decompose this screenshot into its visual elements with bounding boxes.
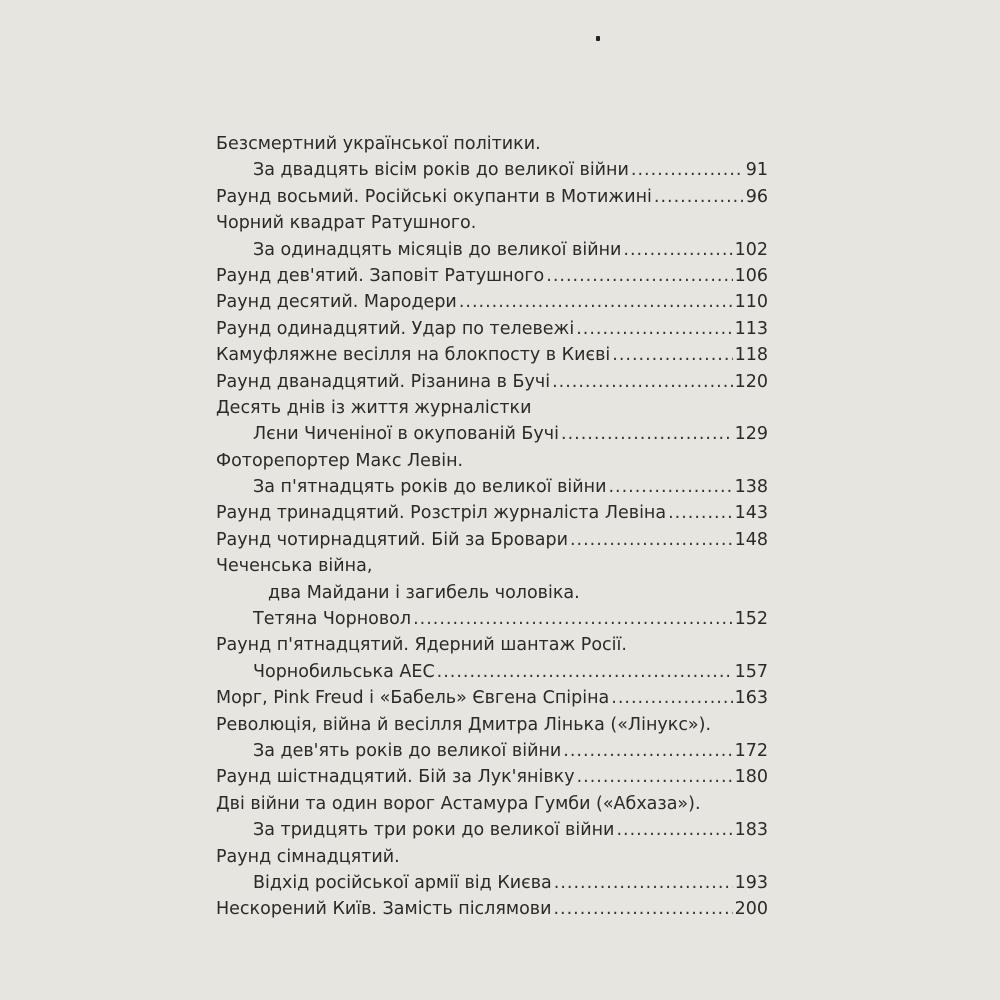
toc-entry — [216, 342, 768, 368]
toc-entry-title: Раунд десятий. Мародери — [216, 292, 457, 313]
toc-entry-title: Раунд шістнадцятий. Бій за Лук'янівку — [216, 767, 575, 788]
toc-page-number: 113 — [734, 318, 768, 339]
toc-leader-dots — [554, 870, 733, 896]
toc-entry — [216, 131, 768, 157]
toc-entry-title: За дев'ять років до великої війни — [253, 740, 562, 761]
toc-page-number: 118 — [734, 345, 768, 366]
toc-leader-dots — [561, 421, 733, 447]
toc-leader-dots — [577, 764, 733, 790]
toc-entry — [216, 553, 768, 579]
toc-entry-title: За тридцять три роки до великої війни — [253, 820, 615, 841]
toc-entry-title: Лєни Чиченіної в окупованій Бучі — [253, 424, 559, 445]
toc-entry-title: Чорнобильська АЕС — [253, 661, 435, 682]
toc-leader-dots — [546, 263, 732, 289]
toc-page-number: 96 — [745, 186, 768, 207]
toc-entry — [216, 369, 768, 395]
toc-entry — [216, 712, 768, 738]
toc-entry — [216, 844, 768, 870]
toc-leader-dots — [616, 817, 732, 843]
toc-leader-dots — [654, 184, 744, 210]
toc-entry — [216, 500, 768, 526]
toc-entry-title: За одинадцять місяців до великої війни — [253, 239, 622, 260]
toc-entry — [216, 448, 768, 474]
toc-entry — [216, 738, 768, 764]
toc-entry-title: Раунд чотирнадцятий. Бій за Бровари — [216, 529, 568, 550]
toc-page-number: 200 — [734, 899, 768, 920]
toc-entry-title: Раунд дванадцятий. Різанина в Бучі — [216, 371, 551, 392]
toc-page-number: 110 — [734, 292, 768, 313]
toc-page-number: 148 — [734, 529, 768, 550]
toc-page-number: 106 — [734, 265, 768, 286]
toc-entry — [216, 263, 768, 289]
toc-page-number: 91 — [745, 160, 768, 181]
page-mark — [596, 36, 600, 41]
toc-entry-title: Чеченська війна, — [216, 556, 373, 577]
toc-entry-title: За двадцять вісім років до великої війни — [253, 160, 629, 181]
toc-entry-title: Відхід російської армії від Києва — [253, 872, 552, 893]
toc-entry — [216, 210, 768, 236]
toc-entry-title: Раунд сімнадцятий. — [216, 846, 400, 867]
toc-entry-title: Камуфляжне весілля на блокпосту в Києві — [216, 345, 611, 366]
toc-leader-dots — [553, 896, 732, 922]
table-of-contents — [216, 131, 768, 923]
toc-leader-dots — [570, 527, 733, 553]
toc-entry-title: Нескорений Київ. Замість післямови — [216, 899, 552, 920]
toc-leader-dots — [623, 237, 732, 263]
toc-page-number: 193 — [734, 872, 768, 893]
toc-page-number: 183 — [734, 820, 768, 841]
toc-entry — [216, 606, 768, 632]
toc-leader-dots — [612, 342, 732, 368]
toc-entry — [216, 685, 768, 711]
toc-leader-dots — [459, 289, 733, 315]
toc-leader-dots — [608, 474, 732, 500]
toc-page-number: 143 — [734, 503, 768, 524]
toc-leader-dots — [668, 500, 732, 526]
toc-entry — [216, 184, 768, 210]
toc-entry-title: Морг, Pink Freud і «Бабель» Євгена Спіріна — [216, 688, 610, 709]
toc-entry — [216, 395, 768, 421]
toc-entry — [216, 474, 768, 500]
toc-entry-title: Дві війни та один ворог Астамура Гумби («Абхаза»). — [216, 793, 701, 814]
toc-entry-title: Раунд одинадцятий. Удар по телевежі — [216, 318, 575, 339]
toc-entry-title: За п'ятнадцять років до великої війни — [253, 477, 607, 498]
toc-entry — [216, 316, 768, 342]
toc-entry-title: Раунд тринадцятий. Розстріл журналіста Левіна — [216, 503, 667, 524]
toc-page-number: 138 — [734, 477, 768, 498]
toc-entry-title: Тетяна Чорновол — [253, 609, 412, 630]
toc-page-number: 172 — [734, 740, 768, 761]
toc-entry-title: Безсмертний української політики. — [216, 134, 541, 154]
toc-page-number: 120 — [734, 371, 768, 392]
toc-entry-title: Революція, війна й весілля Дмитра Лінька («Лінукс»). — [216, 714, 712, 735]
toc-entry-title: Раунд восьмий. Російські окупанти в Мотижині — [216, 186, 652, 207]
toc-leader-dots — [611, 685, 732, 711]
toc-page-number: 152 — [734, 609, 768, 630]
toc-entry-title: Фоторепортер Макс Левін. — [216, 450, 464, 471]
toc-entry — [216, 580, 768, 606]
toc-leader-dots — [552, 369, 733, 395]
toc-entry — [216, 289, 768, 315]
toc-entry-title: Чорний квадрат Ратушного. — [216, 213, 477, 234]
toc-leader-dots — [437, 659, 733, 685]
toc-entry — [216, 896, 768, 922]
toc-leader-dots — [631, 157, 744, 183]
toc-entry-title: Раунд дев'ятий. Заповіт Ратушного — [216, 265, 545, 286]
toc-page-number: 180 — [734, 767, 768, 788]
toc-page-number: 129 — [734, 424, 768, 445]
toc-entry — [216, 764, 768, 790]
toc-leader-dots — [563, 738, 732, 764]
toc-entry-title: два Майдани і загибель чоловіка. — [268, 582, 580, 603]
toc-entry — [216, 237, 768, 263]
toc-page-number: 163 — [734, 688, 768, 709]
toc-page-number: 102 — [734, 239, 768, 260]
toc-leader-dots — [413, 606, 733, 632]
toc-entry — [216, 870, 768, 896]
toc-page-number: 157 — [734, 661, 768, 682]
toc-entry-title: Десять днів із життя журналістки — [216, 397, 532, 418]
toc-entry — [216, 817, 768, 843]
toc-entry — [216, 659, 768, 685]
toc-entry — [216, 527, 768, 553]
toc-leader-dots — [576, 316, 732, 342]
toc-entry-title: Раунд п'ятнадцятий. Ядерний шантаж Росії. — [216, 635, 627, 656]
toc-entry — [216, 421, 768, 447]
toc-entry — [216, 632, 768, 658]
toc-entry — [216, 157, 768, 183]
toc-entry — [216, 791, 768, 817]
